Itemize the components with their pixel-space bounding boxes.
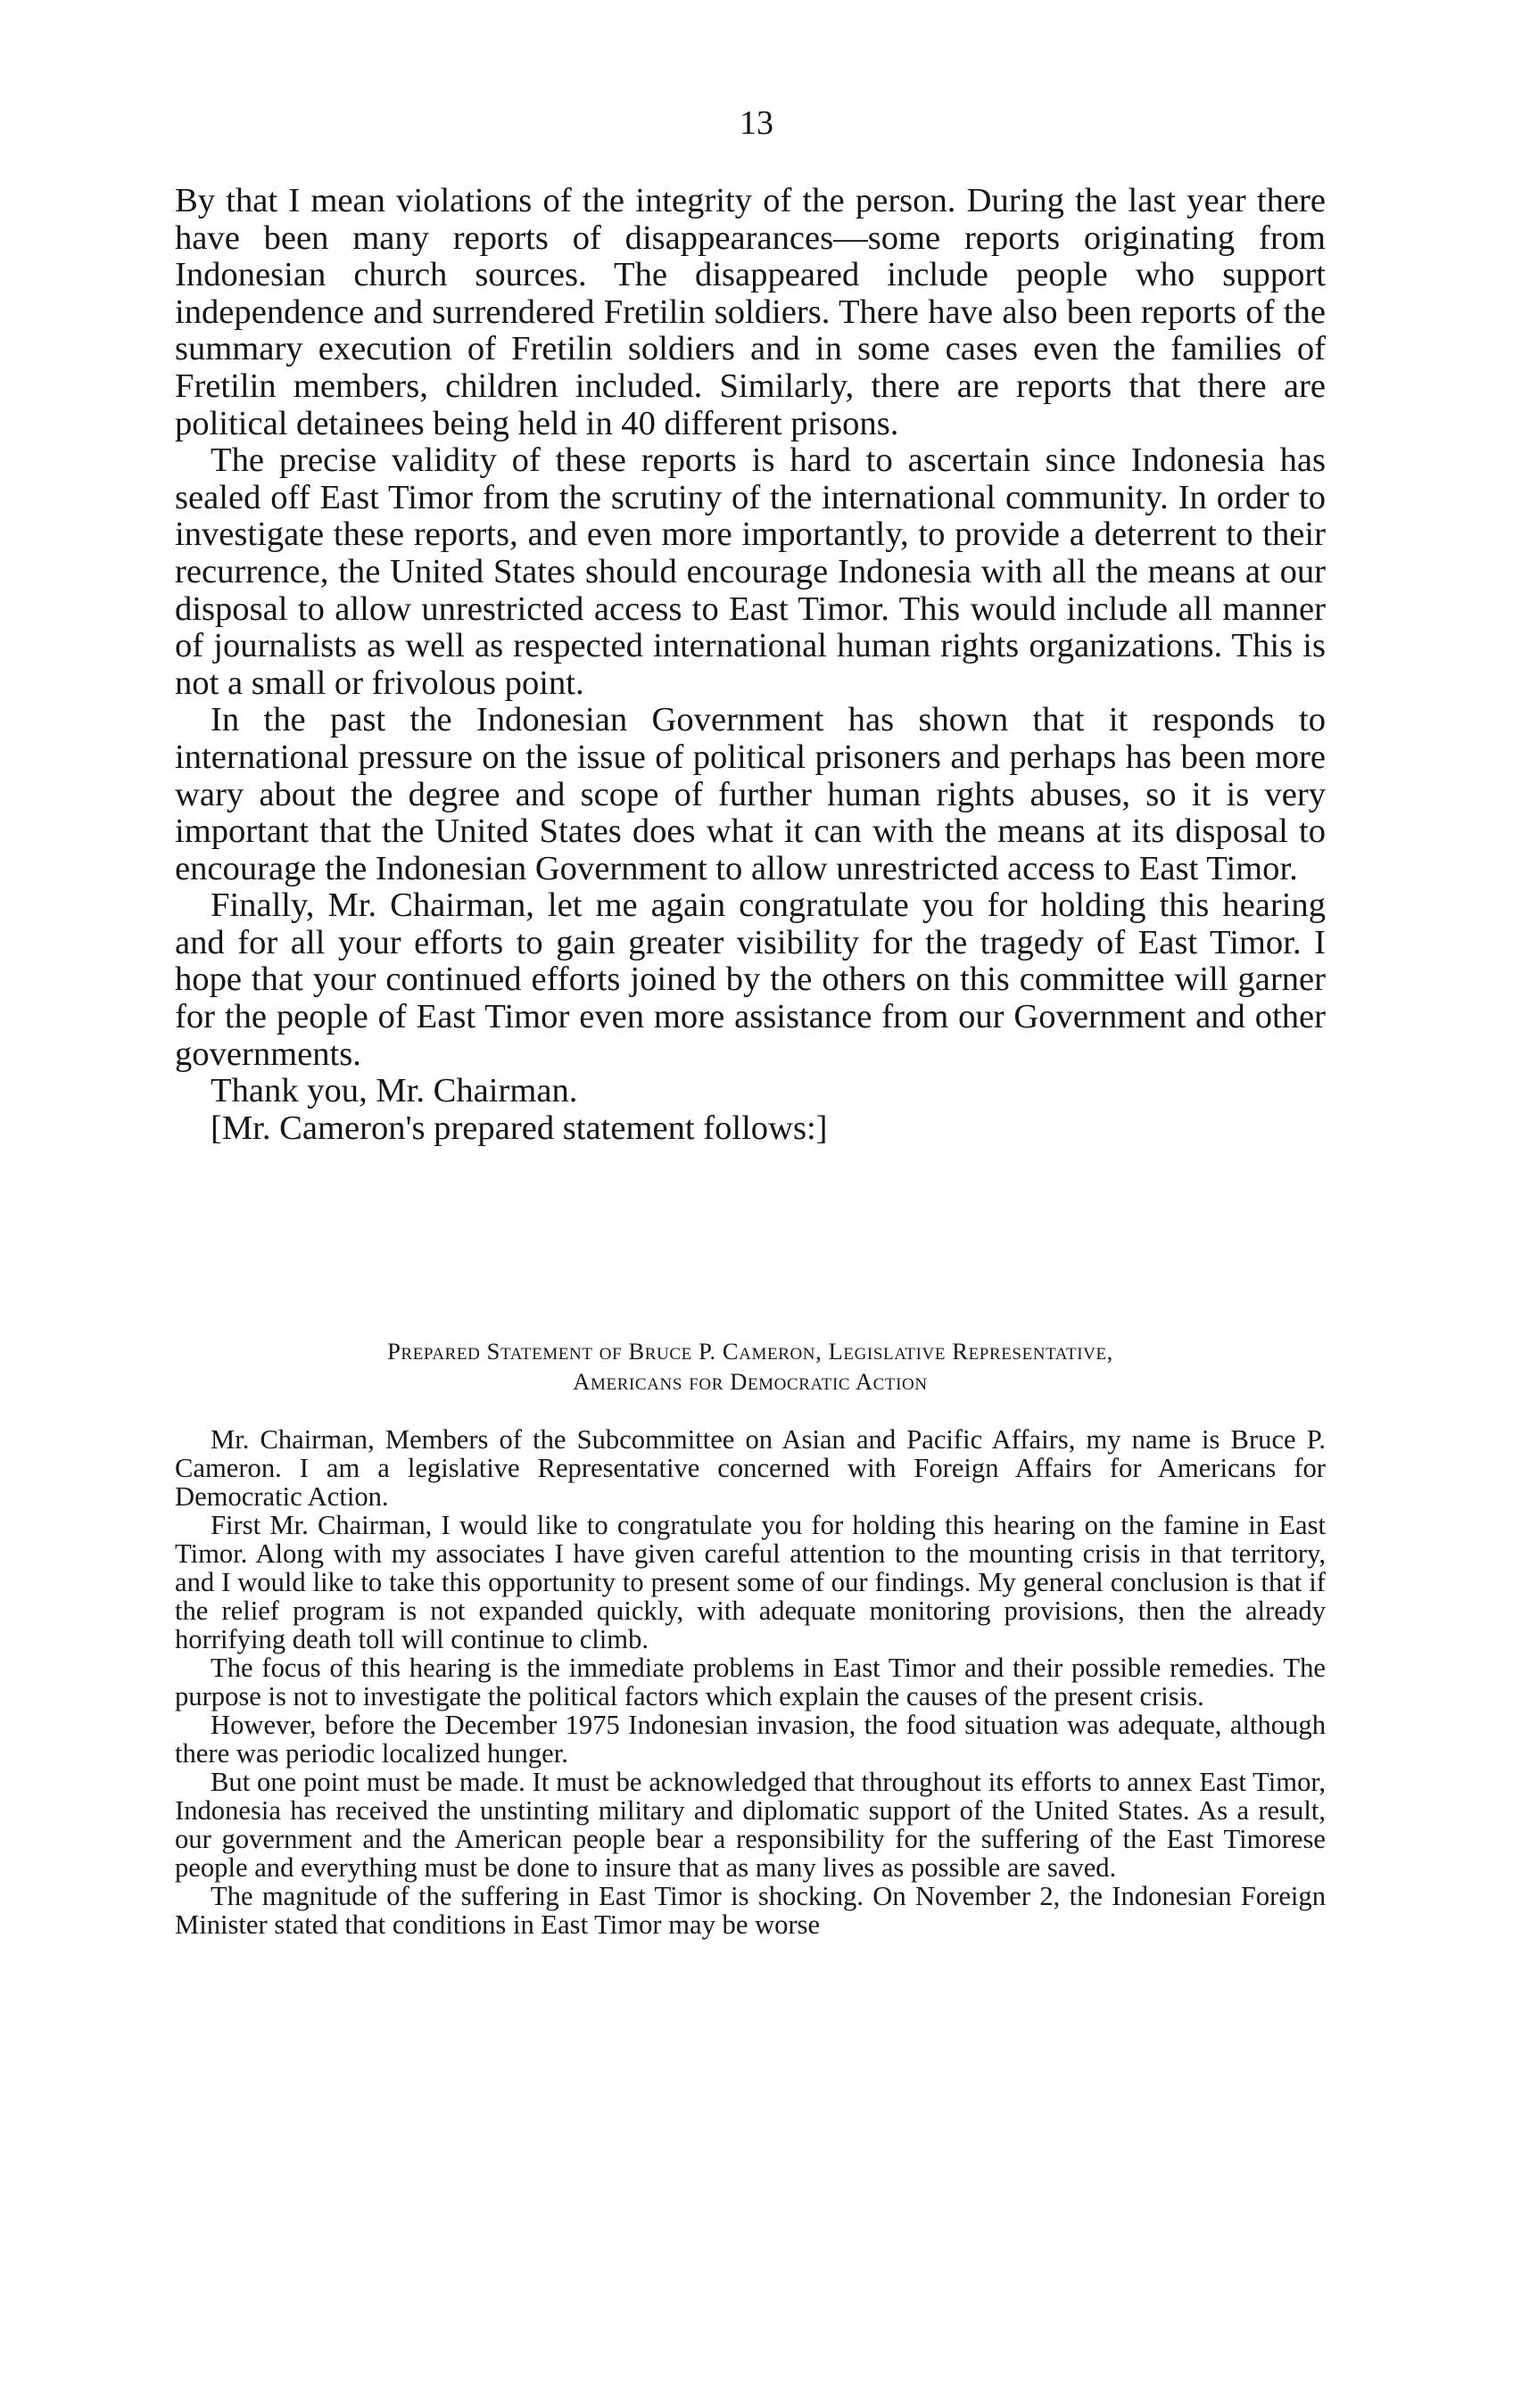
prepared-statement-body [175, 1425, 1326, 1939]
statement-paragraph: First Mr. Chairman, I would like to congratulate you for holding this hearing on the famine in East Timor. Along with my associates I have given careful attention to the mounting crisis in that territory, and I would like to take this opportunity to present some of our findings. My general conclusion is that if the relief program is not expanded quickly, with adequate monitoring provisions, then the already horrifying death toll will continue to climb. [175, 1510, 1326, 1654]
statement-paragraph: The magnitude of the suffering in East Timor is shocking. On November 2, the Indonesian Foreign Minister stated that conditions in East Timor may be worse [175, 1881, 1326, 1940]
page-number: 13 [740, 104, 773, 142]
heading-line: Americans for Democratic Action [573, 1368, 928, 1395]
statement-paragraph: However, before the December 1975 Indonesian invasion, the food situation was adequate, although there was periodic localized hunger. [175, 1710, 1326, 1769]
testimony-body [175, 183, 1326, 1147]
prepared-statement-heading [175, 1336, 1326, 1397]
testimony-paragraph: In the past the Indonesian Government has shown that it responds to international pressure on the issue of political prisoners and perhaps has been more wary about the degree and scope of further human rights abuses, so it is very important that the United States does what it can with the means at its disposal to encourage the Indonesian Government to allow unrestricted access to East Timor. [175, 701, 1326, 887]
statement-paragraph: Mr. Chairman, Members of the Subcommittee on Asian and Pacific Affairs, my name is Bruce P. Cameron. I am a legislative Representative concerned with Foreign Affairs for Americans for Democratic Action. [175, 1424, 1326, 1512]
testimony-paragraph: Thank you, Mr. Chairman. [211, 1072, 578, 1110]
testimony-paragraph: The precise validity of these reports is hard to ascertain since Indonesia has sealed off East Timor from the scrutiny of the international community. In order to investigate these reports, and even more importantly, to provide a deterrent to their recurrence, the United States should encourage Indonesia with all the means at our disposal to allow unrestricted access to East Timor. This would include all manner of journalists as well as respected international human rights organizations. This is not a small or frivolous point. [175, 441, 1326, 702]
testimony-paragraph: Finally, Mr. Chairman, let me again congratulate you for holding this hearing and for all your efforts to gain greater visibility for the tragedy of East Timor. I hope that your continued efforts joined by the others on this committee will garner for the people of East Timor even more assistance from our Government and other governments. [175, 887, 1326, 1073]
testimony-paragraph: [Mr. Cameron's prepared statement follows:] [211, 1109, 828, 1147]
statement-paragraph: But one point must be made. It must be acknowledged that throughout its efforts to annex East Timor, Indonesia has received the unstinting military and diplomatic support of the United States. As a result, our government and the American people bear a responsibility for the suffering of the East Timorese people and everything must be done to insure that as many lives as possible are saved. [175, 1767, 1326, 1883]
statement-paragraph: The focus of this hearing is the immediate problems in East Timor and their possible remedies. The purpose is not to investigate the political factors which explain the causes of the present crisis. [175, 1653, 1326, 1711]
testimony-paragraph: By that I mean violations of the integrity of the person. During the last year there have been many reports of disappearances—some reports originating from Indonesian church sources. The disappeared include people who support independence and surrendered Fretilin soldiers. There have also been reports of the summary execution of Fretilin soldiers and in some cases even the families of Fretilin members, children included. Similarly, there are reports that there are political detainees being held in 40 different prisons. [175, 182, 1326, 442]
heading-line: Prepared Statement of Bruce P. Cameron, Legislative Representative, [387, 1338, 1113, 1365]
